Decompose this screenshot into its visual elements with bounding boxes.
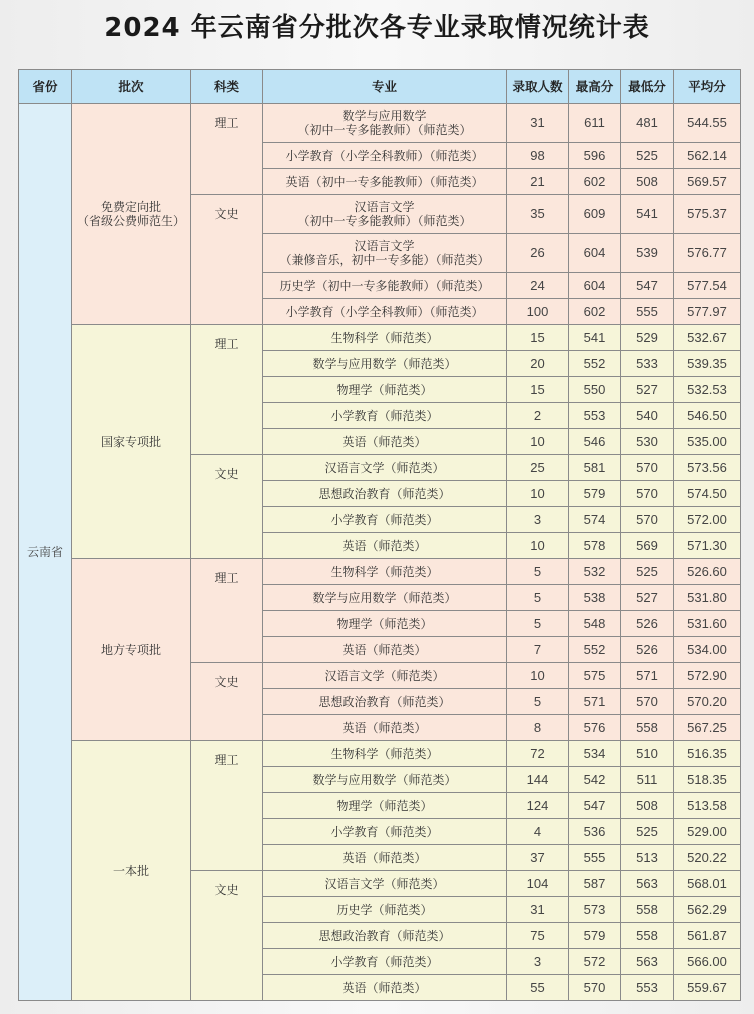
max-score-cell: 555 [569,845,621,871]
max-score-cell: 572 [569,949,621,975]
count-cell: 25 [507,455,569,481]
count-cell: 31 [507,104,569,143]
avg-score-cell: 574.50 [674,481,741,507]
avg-score-cell: 531.80 [674,585,741,611]
major-cell: 英语（初中一专多能教师）（师范类） [263,169,507,195]
avg-score-cell: 518.35 [674,767,741,793]
count-cell: 15 [507,325,569,351]
min-score-cell: 510 [621,741,674,767]
count-cell: 24 [507,273,569,299]
header-batch: 批次 [72,70,191,104]
max-score-cell: 609 [569,195,621,234]
count-cell: 10 [507,533,569,559]
min-score-cell: 533 [621,351,674,377]
max-score-cell: 552 [569,637,621,663]
avg-score-cell: 559.67 [674,975,741,1001]
avg-score-cell: 569.57 [674,169,741,195]
avg-score-cell: 526.60 [674,559,741,585]
min-score-cell: 570 [621,481,674,507]
major-cell: 生物科学（师范类） [263,559,507,585]
major-cell: 小学教育（师范类） [263,949,507,975]
category-cell: 理工 [191,104,263,195]
major-cell: 英语（师范类） [263,975,507,1001]
max-score-cell: 570 [569,975,621,1001]
min-score-cell: 570 [621,455,674,481]
count-cell: 5 [507,611,569,637]
header-avg-score: 平均分 [674,70,741,104]
avg-score-cell: 572.00 [674,507,741,533]
avg-score-cell: 513.58 [674,793,741,819]
batch-cell: 地方专项批 [72,559,191,741]
count-cell: 2 [507,403,569,429]
header-max-score: 最高分 [569,70,621,104]
max-score-cell: 541 [569,325,621,351]
avg-score-cell: 572.90 [674,663,741,689]
max-score-cell: 604 [569,234,621,273]
avg-score-cell: 562.14 [674,143,741,169]
max-score-cell: 574 [569,507,621,533]
max-score-cell: 579 [569,923,621,949]
min-score-cell: 530 [621,429,674,455]
major-cell: 思想政治教育（师范类） [263,689,507,715]
major-cell: 生物科学（师范类） [263,741,507,767]
avg-score-cell: 562.29 [674,897,741,923]
count-cell: 7 [507,637,569,663]
avg-score-cell: 520.22 [674,845,741,871]
major-cell: 汉语言文学 （初中一专多能教师）（师范类） [263,195,507,234]
province-cell: 云南省 [19,104,72,1001]
count-cell: 4 [507,819,569,845]
min-score-cell: 553 [621,975,674,1001]
major-cell: 英语（师范类） [263,637,507,663]
count-cell: 75 [507,923,569,949]
avg-score-cell: 566.00 [674,949,741,975]
min-score-cell: 525 [621,819,674,845]
min-score-cell: 540 [621,403,674,429]
min-score-cell: 558 [621,897,674,923]
header-min-score: 最低分 [621,70,674,104]
major-cell: 汉语言文学（师范类） [263,663,507,689]
major-cell: 小学教育（师范类） [263,507,507,533]
avg-score-cell: 575.37 [674,195,741,234]
major-cell: 英语（师范类） [263,533,507,559]
avg-score-cell: 571.30 [674,533,741,559]
header-count: 录取人数 [507,70,569,104]
category-cell: 理工 [191,741,263,871]
avg-score-cell: 573.56 [674,455,741,481]
count-cell: 124 [507,793,569,819]
min-score-cell: 571 [621,663,674,689]
min-score-cell: 547 [621,273,674,299]
major-cell: 英语（师范类） [263,845,507,871]
max-score-cell: 576 [569,715,621,741]
count-cell: 98 [507,143,569,169]
min-score-cell: 513 [621,845,674,871]
max-score-cell: 538 [569,585,621,611]
count-cell: 26 [507,234,569,273]
min-score-cell: 558 [621,715,674,741]
count-cell: 10 [507,663,569,689]
count-cell: 144 [507,767,569,793]
count-cell: 20 [507,351,569,377]
max-score-cell: 546 [569,429,621,455]
min-score-cell: 481 [621,104,674,143]
category-cell: 文史 [191,871,263,1001]
max-score-cell: 579 [569,481,621,507]
min-score-cell: 529 [621,325,674,351]
avg-score-cell: 516.35 [674,741,741,767]
major-cell: 生物科学（师范类） [263,325,507,351]
major-cell: 历史学（初中一专多能教师）（师范类） [263,273,507,299]
major-cell: 英语（师范类） [263,429,507,455]
min-score-cell: 563 [621,871,674,897]
category-cell: 文史 [191,195,263,325]
count-cell: 31 [507,897,569,923]
min-score-cell: 541 [621,195,674,234]
count-cell: 37 [507,845,569,871]
category-cell: 理工 [191,325,263,455]
count-cell: 5 [507,689,569,715]
avg-score-cell: 568.01 [674,871,741,897]
page-title: 2024 年云南省分批次各专业录取情况统计表 [104,13,650,43]
category-cell: 文史 [191,455,263,559]
max-score-cell: 587 [569,871,621,897]
major-cell: 数学与应用数学 （初中一专多能教师）（师范类） [263,104,507,143]
max-score-cell: 573 [569,897,621,923]
count-cell: 10 [507,429,569,455]
major-cell: 小学教育（师范类） [263,819,507,845]
min-score-cell: 555 [621,299,674,325]
avg-score-cell: 535.00 [674,429,741,455]
count-cell: 35 [507,195,569,234]
header-row [19,70,741,104]
max-score-cell: 536 [569,819,621,845]
count-cell: 5 [507,585,569,611]
major-cell: 汉语言文学（师范类） [263,871,507,897]
max-score-cell: 553 [569,403,621,429]
min-score-cell: 525 [621,143,674,169]
major-cell: 汉语言文学 （兼修音乐，初中一专多能）（师范类） [263,234,507,273]
count-cell: 15 [507,377,569,403]
min-score-cell: 526 [621,611,674,637]
count-cell: 5 [507,559,569,585]
count-cell: 21 [507,169,569,195]
batch-cell: 国家专项批 [72,325,191,559]
avg-score-cell: 561.87 [674,923,741,949]
min-score-cell: 527 [621,377,674,403]
max-score-cell: 611 [569,104,621,143]
min-score-cell: 570 [621,689,674,715]
count-cell: 3 [507,949,569,975]
count-cell: 100 [507,299,569,325]
min-score-cell: 570 [621,507,674,533]
count-cell: 8 [507,715,569,741]
avg-score-cell: 567.25 [674,715,741,741]
min-score-cell: 511 [621,767,674,793]
avg-score-cell: 531.60 [674,611,741,637]
header-category: 科类 [191,70,263,104]
major-cell: 思想政治教育（师范类） [263,481,507,507]
min-score-cell: 527 [621,585,674,611]
major-cell: 数学与应用数学（师范类） [263,767,507,793]
table-row [19,559,741,585]
min-score-cell: 539 [621,234,674,273]
max-score-cell: 534 [569,741,621,767]
avg-score-cell: 539.35 [674,351,741,377]
batch-cell: 免费定向批 （省级公费师范生） [72,104,191,325]
major-cell: 思想政治教育（师范类） [263,923,507,949]
max-score-cell: 596 [569,143,621,169]
count-cell: 3 [507,507,569,533]
category-cell: 文史 [191,663,263,741]
avg-score-cell: 576.77 [674,234,741,273]
max-score-cell: 550 [569,377,621,403]
category-cell: 理工 [191,559,263,663]
avg-score-cell: 577.54 [674,273,741,299]
avg-score-cell: 534.00 [674,637,741,663]
avg-score-cell: 546.50 [674,403,741,429]
count-cell: 72 [507,741,569,767]
major-cell: 汉语言文学（师范类） [263,455,507,481]
table-row [19,325,741,351]
min-score-cell: 563 [621,949,674,975]
max-score-cell: 581 [569,455,621,481]
max-score-cell: 542 [569,767,621,793]
avg-score-cell: 532.53 [674,377,741,403]
table-row [19,104,741,143]
min-score-cell: 508 [621,793,674,819]
major-cell: 数学与应用数学（师范类） [263,585,507,611]
min-score-cell: 558 [621,923,674,949]
max-score-cell: 578 [569,533,621,559]
max-score-cell: 575 [569,663,621,689]
major-cell: 小学教育（师范类） [263,403,507,429]
max-score-cell: 604 [569,273,621,299]
max-score-cell: 548 [569,611,621,637]
min-score-cell: 569 [621,533,674,559]
avg-score-cell: 577.97 [674,299,741,325]
batch-cell: 一本批 [72,741,191,1001]
major-cell: 小学教育（小学全科教师）（师范类） [263,299,507,325]
header-major: 专业 [263,70,507,104]
count-cell: 10 [507,481,569,507]
max-score-cell: 571 [569,689,621,715]
avg-score-cell: 544.55 [674,104,741,143]
max-score-cell: 547 [569,793,621,819]
min-score-cell: 525 [621,559,674,585]
max-score-cell: 602 [569,169,621,195]
count-cell: 104 [507,871,569,897]
header-province: 省份 [19,70,72,104]
min-score-cell: 508 [621,169,674,195]
max-score-cell: 602 [569,299,621,325]
table-row [19,741,741,767]
admission-table [18,69,741,1001]
major-cell: 物理学（师范类） [263,377,507,403]
avg-score-cell: 570.20 [674,689,741,715]
count-cell: 55 [507,975,569,1001]
avg-score-cell: 532.67 [674,325,741,351]
max-score-cell: 552 [569,351,621,377]
max-score-cell: 532 [569,559,621,585]
major-cell: 历史学（师范类） [263,897,507,923]
avg-score-cell: 529.00 [674,819,741,845]
major-cell: 英语（师范类） [263,715,507,741]
min-score-cell: 526 [621,637,674,663]
major-cell: 物理学（师范类） [263,611,507,637]
major-cell: 数学与应用数学（师范类） [263,351,507,377]
major-cell: 物理学（师范类） [263,793,507,819]
major-cell: 小学教育（小学全科教师）（师范类） [263,143,507,169]
